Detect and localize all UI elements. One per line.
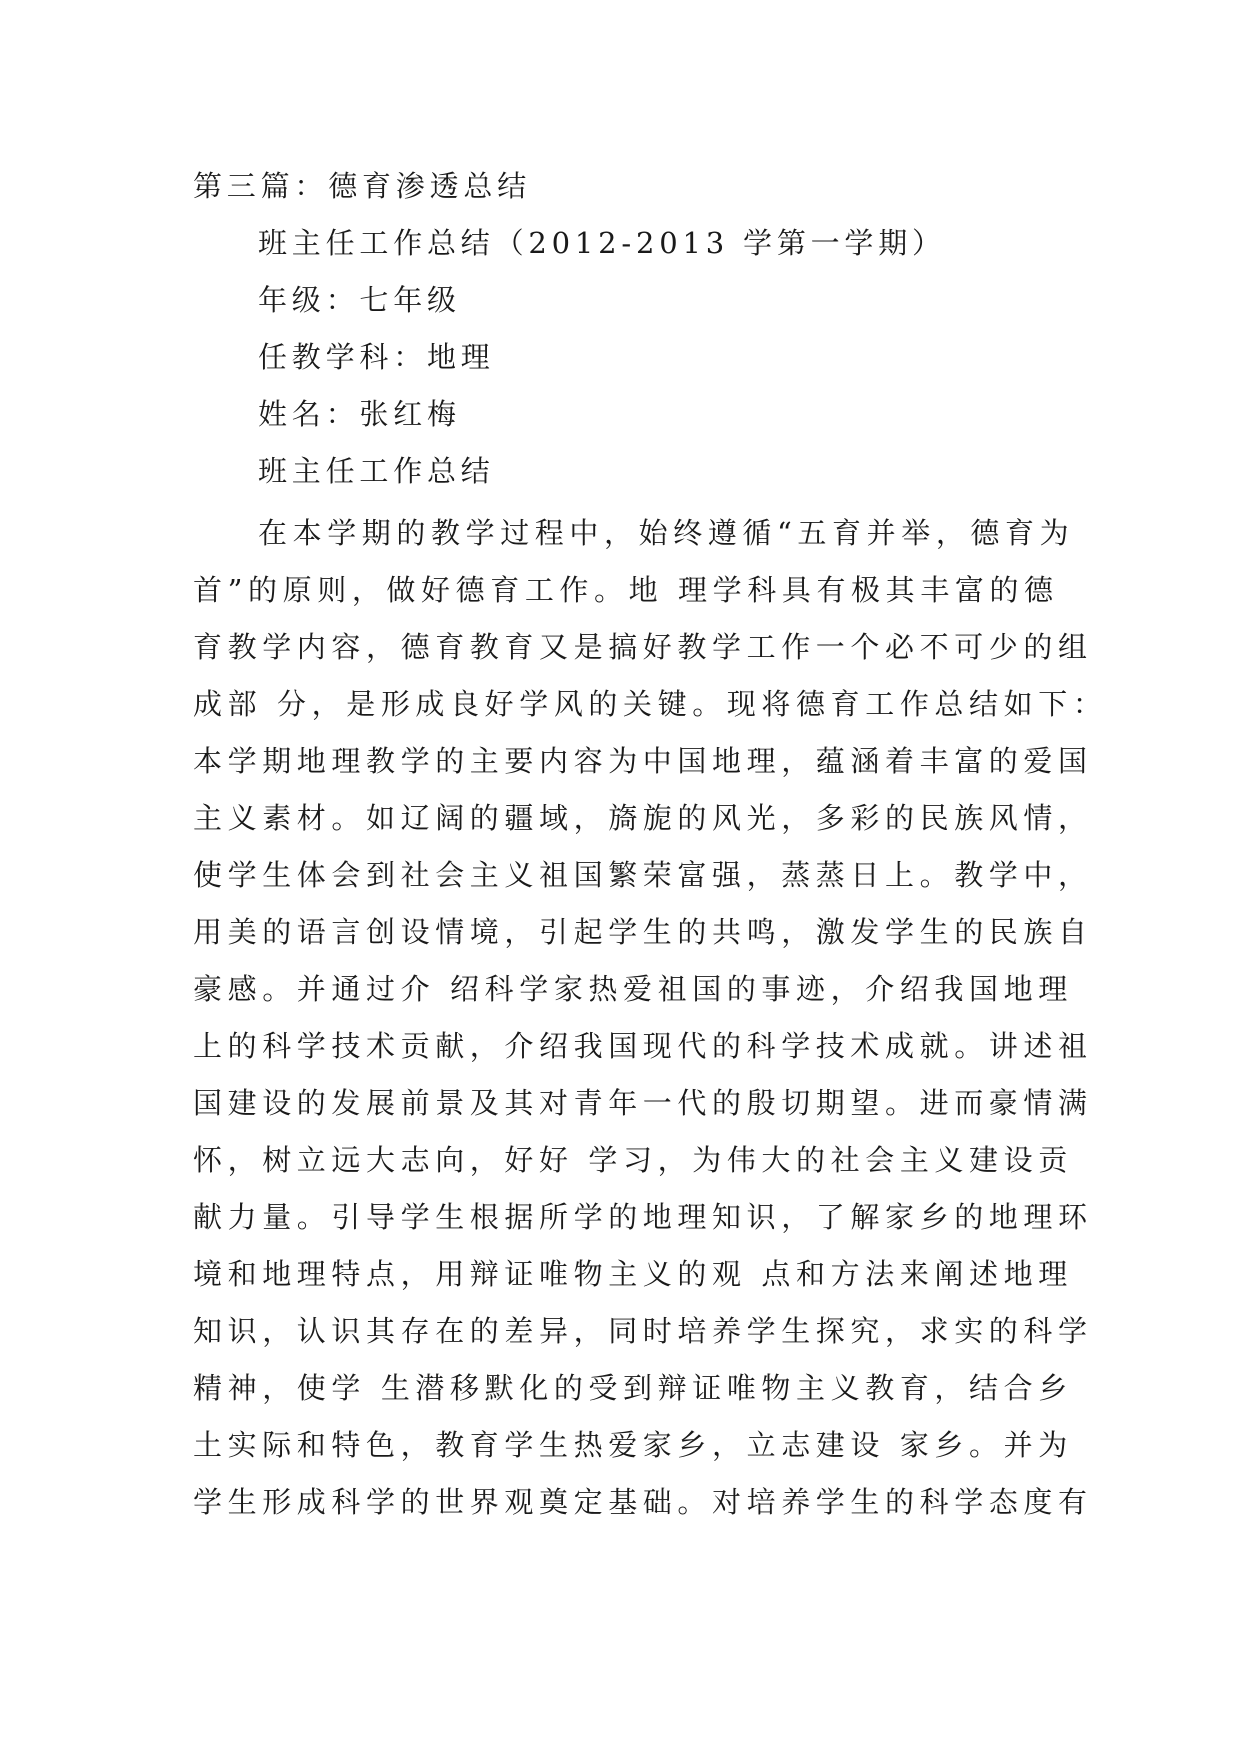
paragraph-line: 境和地理特点，用辩证唯物主义的观 点和方法来阐述地理 [193, 1257, 1073, 1291]
summary-heading: 班主任工作总结 [258, 454, 495, 488]
paragraph-line: 成部 分，是形成良好学风的关键。现将德育工作总结如下： [193, 687, 1108, 721]
subject-line: 任教学科：地理 [258, 340, 495, 374]
paragraph-line: 怀，树立远大志向，好好 学习，为伟大的社会主义建设贡 [193, 1143, 1073, 1177]
paragraph-line: 本学期地理教学的主要内容为中国地理，蕴涵着丰富的爱国 [193, 744, 1093, 778]
paragraph-line: 主义素材。如辽阔的疆域，旖旎的风光，多彩的民族风情， [193, 801, 1093, 835]
paragraph-line: 国建设的发展前景及其对青年一代的殷切期望。进而豪情满 [193, 1086, 1093, 1120]
paragraph-line: 使学生体会到社会主义祖国繁荣富强，蒸蒸日上。教学中， [193, 858, 1093, 892]
report-title: 班主任工作总结（2012-2013 学第一学期） [258, 226, 946, 260]
paragraph-line: 豪感。并通过介 绍科学家热爱祖国的事迹，介绍我国地理 [193, 972, 1073, 1006]
paragraph-line: 学生形成科学的世界观奠定基础。对培养学生的科学态度有 [193, 1485, 1093, 1519]
paragraph-line: 土实际和特色，教育学生热爱家乡，立志建设 家乡。并为 [193, 1428, 1073, 1462]
grade-line: 年级：七年级 [258, 283, 461, 317]
paragraph-line: 知识，认识其存在的差异，同时培养学生探究，求实的科学 [193, 1314, 1093, 1348]
paragraph-line: 上的科学技术贡献，介绍我国现代的科学技术成就。讲述祖 [193, 1029, 1093, 1063]
paragraph-line: 首”的原则，做好德育工作。地 理学科具有极其丰富的德 [193, 573, 1059, 607]
paragraph-line: 育教学内容，德育教育又是搞好教学工作一个必不可少的组 [193, 630, 1093, 664]
section-title: 第三篇：德育渗透总结 [193, 169, 532, 203]
name-line: 姓名：张红梅 [258, 397, 461, 431]
paragraph-line: 在本学期的教学过程中，始终遵循“五育并举，德育为 [258, 516, 1075, 550]
paragraph-line: 用美的语言创设情境，引起学生的共鸣，激发学生的民族自 [193, 915, 1093, 949]
paragraph-line: 献力量。引导学生根据所学的地理知识，了解家乡的地理环 [193, 1200, 1093, 1234]
paragraph-line: 精神，使学 生潜移默化的受到辩证唯物主义教育，结合乡 [193, 1371, 1073, 1405]
